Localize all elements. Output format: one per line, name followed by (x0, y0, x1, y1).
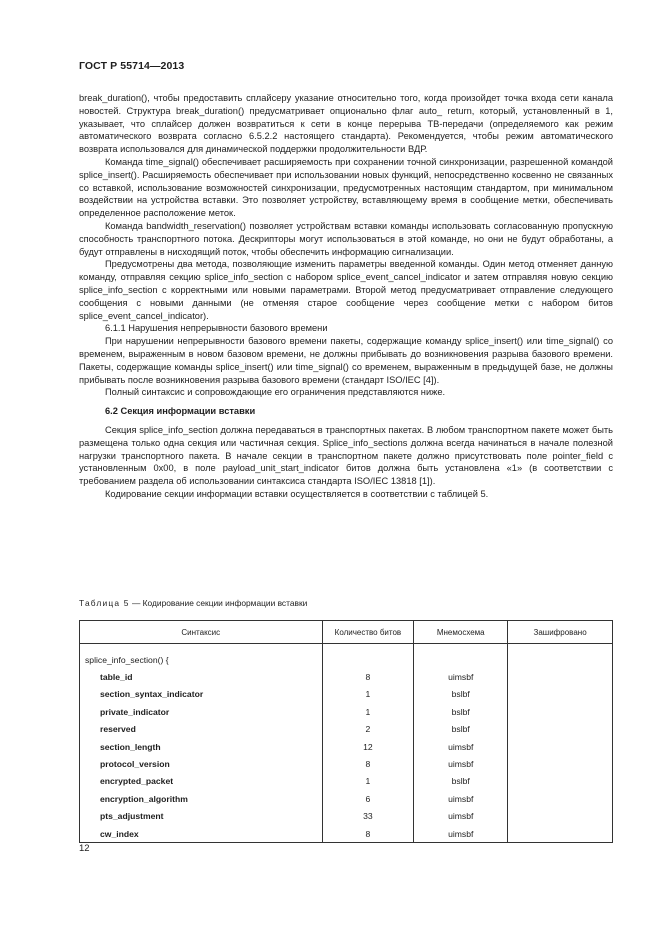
field-name: cw_index (80, 825, 323, 843)
field-name: pts_adjustment (80, 808, 323, 825)
paragraph: Команда bandwidth_reservation() позволяет устройствам вставки команды использовать согласованную пропускную способность транспортного потока. Дескрипторы могут использоваться в этой команде, но они не будут обработаны, а будут отправлены в нисходящий поток, чтобы обеспечить информацию сигнализации. (79, 220, 613, 257)
section-heading: 6.2 Секция информации вставки (105, 406, 256, 417)
bit-count: 33 (322, 808, 414, 825)
table-header-row (80, 621, 613, 644)
table-row (80, 721, 613, 738)
table-row (80, 825, 613, 843)
mnemonic: uimsbf (414, 668, 508, 685)
column-header-bits: Количество битов (322, 621, 414, 644)
paragraph: Предусмотрены два метода, позволяющие изменить параметры введенной команды. Один метод отменяет данную команду, отправляя секцию splice_info_section с набором splice_event_cancel_indicator и затем отправляя новую секцию splice_info_section с корректными или новыми параметрами. Второй метод предусматривает отправление следующего сообщения с новыми данными (не отменяя старое сообщение через сообщение метки с набором битов splice_event_cancel_indicator). (79, 259, 613, 321)
mnemonic: uimsbf (414, 738, 508, 755)
table-row (80, 790, 613, 807)
paragraph: Полный синтаксис и сопровождающие его ограничения представляются ниже. (105, 387, 446, 398)
column-header-encrypted: Зашифровано (508, 621, 613, 644)
mnemonic: bslbf (414, 686, 508, 703)
encrypted (508, 755, 613, 772)
table-row (80, 651, 613, 668)
paragraph: Секция splice_info_section должна передаваться в транспортных пакетах. В любом транспортном пакете может быть размещена только одна секция или частичная секция. Splice_info_sections должна всегда начинаться в начале полезной нагрузки транспортного пакета. В начале секции в транспортном пакете должно присутствовать поле pointer_field с установленным 0x00, в поле payload_unit_start_indicator битов должна быть установлена «1» (в соответствии с требованием раздела об использовании синтаксиса стандарта ISO/IEC 13818 [1]). (79, 424, 613, 487)
bit-count: 1 (322, 773, 414, 790)
subsection-heading: 6.1.1 Нарушения непрерывности базового времени (105, 323, 328, 334)
field-name: section_syntax_indicator (80, 686, 323, 703)
table-row (80, 773, 613, 790)
field-name: private_indicator (80, 703, 323, 720)
bit-count: 12 (322, 738, 414, 755)
paragraph: При нарушении непрерывности базового времени пакеты, содержащие команду splice_insert() или time_signal() со временем, выраженным в новом базовом времени, не должны прибывать до возникновения разрыва базового времени. Пакеты, содержащие команды splice_insert() или time_signal() со временем, выраженным в предыдущей базе, не должны прибывать после возникновения разрыва базового времени (стандарт ISO/IEC [4]). (79, 336, 613, 385)
table-row (80, 808, 613, 825)
field-name: reserved (80, 721, 323, 738)
mnemonic: uimsbf (414, 825, 508, 843)
mnemonic: bslbf (414, 703, 508, 720)
paragraph: break_duration(), чтобы предоставить сплайсеру указание относительно того, когда произойдет точка входа сети канала новостей. Структура break_duration() предусматривает опционально флаг auto_ return, который, установленный в 1, указывает, что сплайсер должен возвратиться к сети в конце перерыва ТВ-передачи (определяемого как режим автоматического возврата согласно 6.5.2.2 настоящего стандарта). Рекомендуется, чтобы режим автоматического возврата использовался для динамической поддержки продолжительности ВДР. (79, 93, 613, 155)
table-row (80, 755, 613, 772)
table-row (80, 686, 613, 703)
bit-count: 2 (322, 721, 414, 738)
bit-count: 6 (322, 790, 414, 807)
table-spacer-row (80, 644, 613, 652)
paragraph: Команда time_signal() обеспечивает расширяемость при сохранении точной синхронизации, разрешенной командой splice_insert(). Расширяемость обеспечивает при использовании новых функций, непосредственно косвенно не связанных со вставкой, использование возможностей синхронизации, предусмотренных настоящим стандартом, при минимальном воздействии на устройства вставки. Это позволяет устройству, вставляющему время в сообщение метки, обеспечивать определенное расположение меток. (79, 156, 613, 219)
field-name: encryption_algorithm (80, 790, 323, 807)
mnemonic: uimsbf (414, 808, 508, 825)
table-caption (79, 598, 307, 608)
field-name: encrypted_packet (80, 773, 323, 790)
encrypted (508, 686, 613, 703)
mnemonic: uimsbf (414, 790, 508, 807)
standard-header: ГОСТ Р 55714—2013 (79, 60, 185, 72)
bit-count: 8 (322, 755, 414, 772)
table-caption-label: Таблица 5 (79, 598, 130, 608)
bit-count: 1 (322, 686, 414, 703)
encrypted (508, 738, 613, 755)
encrypted (508, 808, 613, 825)
column-header-mnemonic: Мнемосхема (414, 621, 508, 644)
paragraph: Кодирование секции информации вставки осуществляется в соответствии с таблицей 5. (105, 488, 489, 499)
mnemonic: uimsbf (414, 755, 508, 772)
field-name: protocol_version (80, 755, 323, 772)
table-row (80, 703, 613, 720)
field-name: section_length (80, 738, 323, 755)
table-caption-text: — Кодирование секции информации вставки (129, 598, 308, 608)
column-header-syntax: Синтаксис (80, 621, 323, 644)
bit-count: 8 (322, 668, 414, 685)
encrypted (508, 825, 613, 843)
mnemonic: bslbf (414, 773, 508, 790)
encrypted (508, 703, 613, 720)
encrypted (508, 773, 613, 790)
bit-count: 8 (322, 825, 414, 843)
field-name: table_id (80, 668, 323, 685)
encrypted (508, 721, 613, 738)
encrypted (508, 790, 613, 807)
table-row (80, 738, 613, 755)
syntax-table (79, 620, 613, 843)
page-number: 12 (79, 843, 90, 854)
syntax-opening: splice_info_section() { (80, 651, 323, 668)
body-text (79, 92, 613, 501)
bit-count: 1 (322, 703, 414, 720)
mnemonic: bslbf (414, 721, 508, 738)
encrypted (508, 668, 613, 685)
table-row (80, 668, 613, 685)
